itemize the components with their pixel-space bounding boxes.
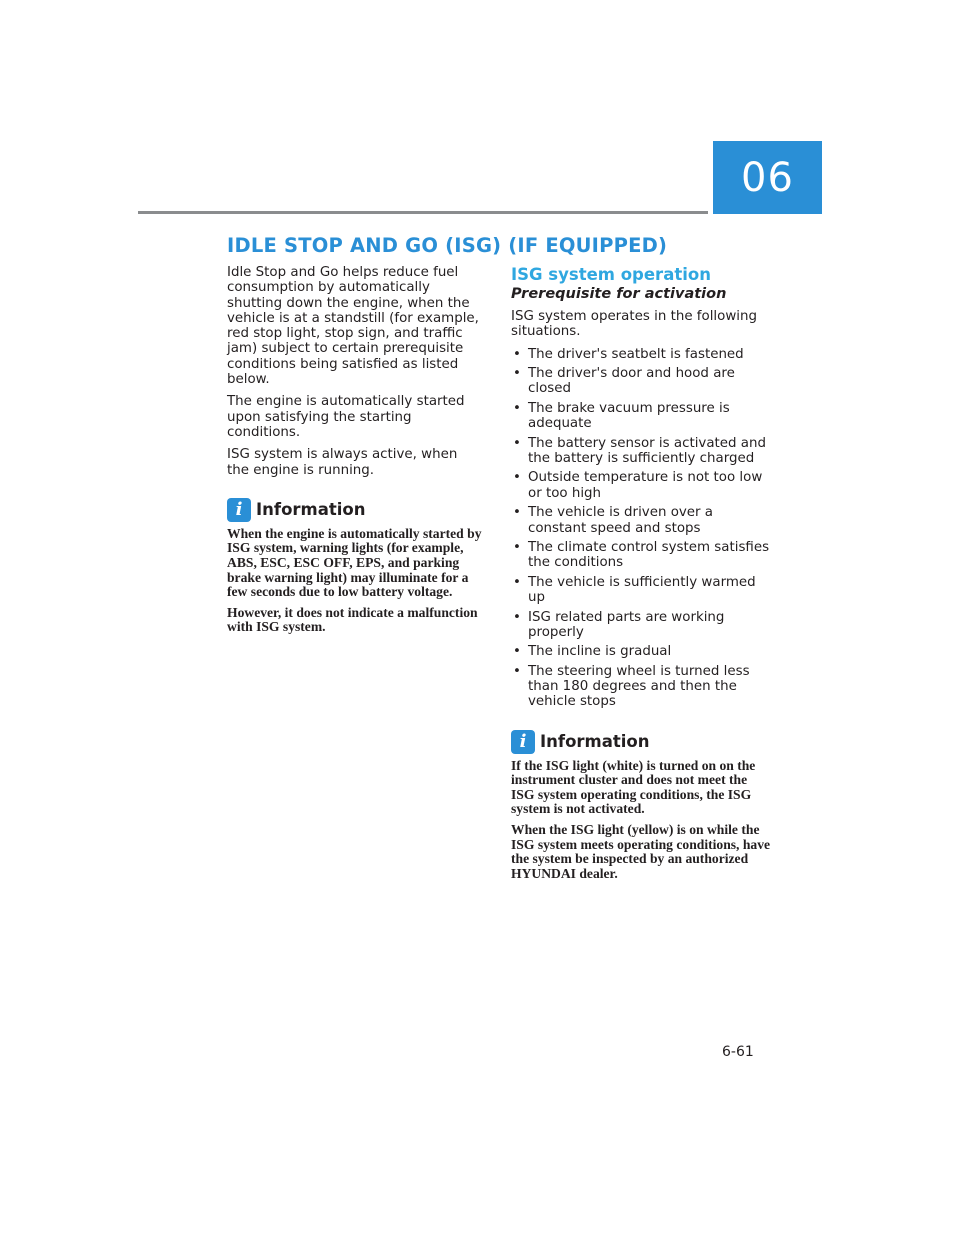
intro-paragraph-3: ISG system is always active, when the engine is running.	[227, 447, 458, 478]
header-rule	[138, 211, 708, 214]
subsection-title: ISG system operation	[511, 265, 711, 284]
list-item-text: The battery sensor is activated and the battery is sufficiently charged	[528, 435, 766, 466]
list-item-text: The vehicle is driven over a constant speed and stops	[528, 505, 714, 536]
list-item	[511, 347, 773, 362]
intro-paragraph-2: The engine is automatically started upon satisfying the starting conditions.	[227, 394, 465, 440]
info-note-2: However, it does not indicate a malfunction with ISG system.	[227, 604, 478, 635]
list-item-text: The brake vacuum pressure is adequate	[528, 400, 730, 432]
list-item-text: The incline is gradual	[528, 644, 672, 660]
list-item-text: The driver's door and hood are closed	[528, 366, 735, 397]
bullet-dot: •	[513, 400, 521, 416]
list-item	[511, 664, 773, 710]
chapter-tab	[713, 141, 822, 214]
list-item	[511, 610, 773, 641]
list-item	[511, 401, 773, 432]
bullet-dot: •	[513, 366, 521, 382]
intro-paragraph-1: Idle Stop and Go helps reduce fuel consumption by automatically shutting down the engine, when the vehicle is at a standstill (for example, red stop light, stop sign, and traffic jam) subject to certain prerequisite conditions being satisfied as listed below.	[227, 265, 479, 388]
left-column	[227, 265, 482, 641]
list-item	[511, 540, 773, 571]
list-item-text: The climate control system satisfies the conditions	[528, 539, 770, 571]
list-item	[511, 436, 773, 467]
bullet-dot: •	[513, 663, 521, 679]
info-label: Information	[256, 500, 366, 520]
list-item-text: Outside temperature is not too low or too high	[528, 470, 763, 501]
list-item-text: The driver's seatbelt is fastened	[528, 346, 744, 362]
bullet-dot: •	[513, 574, 521, 590]
list-item	[511, 644, 773, 659]
info-label: Information	[540, 732, 650, 752]
section-title: IDLE STOP AND GO (ISG) (IF EQUIPPED)	[227, 234, 668, 257]
bullet-dot: •	[513, 435, 521, 451]
list-item	[511, 470, 773, 501]
list-item-text: The vehicle is sufficiently warmed up	[528, 574, 756, 606]
subsubsection-title: Prerequisite for activation	[511, 286, 727, 302]
info-icon: i	[511, 730, 535, 754]
info-header	[511, 730, 773, 754]
bullet-dot: •	[513, 346, 521, 362]
list-item	[511, 575, 773, 606]
operation-intro: ISG system operates in the following situations.	[511, 309, 758, 340]
info-box-left	[227, 498, 482, 635]
info-icon: i	[227, 498, 251, 522]
chapter-number: 06	[741, 154, 794, 201]
info-note-1: When the engine is automatically started by ISG system, warning lights (for example, ABS, ESC, ESC OFF, EPS, and parking brake warning light) may illuminate for a few seconds due to low battery voltage.	[227, 525, 482, 600]
list-item-text: ISG related parts are working properly	[528, 609, 725, 640]
bullet-dot: •	[513, 505, 521, 521]
info-note-2: When the ISG light (yellow) is on while the ISG system meets operating conditions, have the system be inspected by an authorized HYUNDAI dealer.	[511, 822, 771, 881]
right-column	[511, 265, 773, 887]
list-item	[511, 505, 773, 536]
info-note-1: If the ISG light (white) is turned on on the instrument cluster and does not meet the ISG system operating conditions, the ISG system is not activated.	[511, 757, 756, 817]
page-number: 6-61	[722, 1044, 754, 1060]
bullet-dot: •	[513, 470, 521, 486]
info-header	[227, 498, 482, 522]
list-item	[511, 366, 773, 397]
bullet-dot: •	[513, 539, 521, 555]
bullet-dot: •	[513, 609, 521, 625]
list-item-text: The steering wheel is turned less than 180 degrees and then the vehicle stops	[528, 663, 750, 710]
prerequisite-list	[511, 347, 773, 710]
bullet-dot: •	[513, 644, 521, 660]
info-box-right	[511, 730, 773, 882]
